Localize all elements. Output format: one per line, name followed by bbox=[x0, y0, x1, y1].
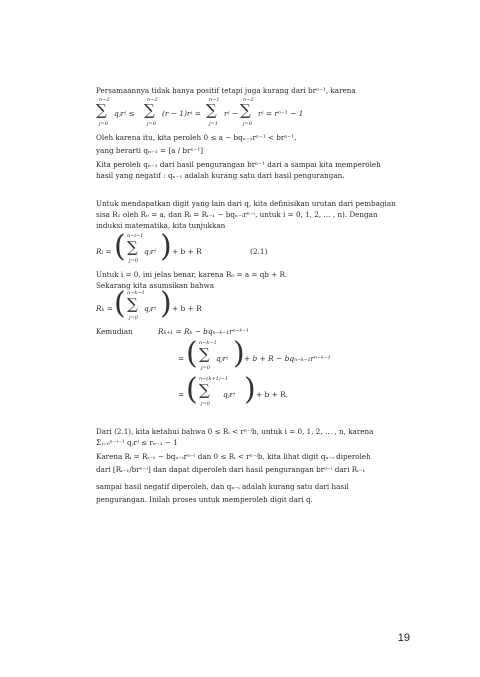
equation-term: (r − 1)rʲ = bbox=[162, 109, 201, 118]
sum-upper-limit: n−k−1 bbox=[127, 290, 145, 296]
left-paren: ( bbox=[186, 336, 198, 371]
equation-lhs: Rᵢ = bbox=[96, 247, 112, 256]
equation-term: qⱼrʲ bbox=[144, 247, 157, 256]
equals-sign: = bbox=[178, 354, 185, 363]
left-paren: ( bbox=[114, 229, 126, 264]
equation-rk1-step2 bbox=[178, 372, 378, 410]
sum-upper-limit: n−2 bbox=[243, 97, 254, 103]
equation-term: qⱼrʲ bbox=[144, 304, 157, 313]
sum-lower-limit: j=0 bbox=[129, 315, 138, 321]
sum-upper-limit: n−2 bbox=[147, 97, 158, 103]
right-paren: ) bbox=[160, 229, 172, 264]
text-line: sampai hasil negatif diperoleh, dan qₙ₋ᵢ adalah kurang satu dari hasil bbox=[96, 482, 349, 491]
sum-lower-limit: j=0 bbox=[243, 121, 252, 127]
sum-lower-limit: j=0 bbox=[129, 258, 138, 264]
equation-term: qⱼrʲ bbox=[223, 390, 236, 399]
equation-term: qⱼrʲ bbox=[216, 354, 229, 363]
sum-upper-limit: n−i−1 bbox=[127, 233, 144, 239]
equation-rhs: + b + R bbox=[172, 247, 202, 256]
sigma-symbol: ∑ bbox=[144, 101, 155, 119]
left-paren: ( bbox=[186, 372, 198, 407]
equation-sum-inequality bbox=[96, 97, 416, 131]
sigma-symbol: ∑ bbox=[206, 101, 217, 119]
equation-rk bbox=[96, 286, 296, 324]
text-line: Oleh karena itu, kita peroleh 0 ≤ a − bqₙ₋₁rⁿ⁻¹ < brⁿ⁻¹, bbox=[96, 133, 297, 142]
sigma-symbol: ∑ bbox=[240, 101, 251, 119]
text-line: Σⱼ₌₀ⁿ⁻ⁱ⁻¹ qⱼrʲ ≤ rₙ₋₁ − 1 bbox=[96, 438, 178, 447]
sum-lower-limit: j=1 bbox=[209, 121, 218, 127]
equation-lhs: Rₖ = bbox=[96, 304, 113, 313]
sigma-symbol: ∑ bbox=[199, 381, 210, 399]
text-line: hasil yang negatif : qₙ₋₁ adalah kurang satu dari hasil pengurangan. bbox=[96, 171, 345, 180]
sigma-symbol: ∑ bbox=[96, 101, 107, 119]
left-paren: ( bbox=[114, 286, 126, 321]
equation-rk1-step1 bbox=[178, 336, 438, 374]
text-line: Dari (2.1), kita ketahui bahwa 0 ≤ Rᵢ < rⁿ⁻ⁱb, untuk i = 0, 1, 2, … , n, karena bbox=[96, 427, 374, 436]
sum-lower-limit: j=0 bbox=[99, 121, 108, 127]
text-line: Kemudian bbox=[96, 327, 133, 336]
text-line: Untuk i = 0, ini jelas benar, karena R₀ = a = qb + R. bbox=[96, 270, 288, 279]
equation-rhs: + b + R − bqₙ₋ₖ₋₁rⁿ⁻ᵏ⁻¹ bbox=[244, 354, 331, 363]
equation-term: rʲ − bbox=[224, 109, 239, 118]
right-paren: ) bbox=[160, 286, 172, 321]
equation-2-1 bbox=[96, 229, 356, 267]
sum-upper-limit: n−2 bbox=[99, 97, 110, 103]
text-line: Persamaannya tidak hanya positif tetapi juga kurang dari brⁿ⁻¹, karena bbox=[96, 86, 356, 95]
sigma-symbol: ∑ bbox=[199, 345, 210, 363]
equals-sign: = bbox=[178, 390, 185, 399]
sum-lower-limit: j=0 bbox=[201, 365, 210, 371]
equation-term: qⱼrʲ ≤ bbox=[114, 109, 135, 118]
equation-rhs: + b + R. bbox=[256, 390, 289, 399]
sum-lower-limit: j=0 bbox=[147, 121, 156, 127]
right-paren: ) bbox=[233, 336, 245, 371]
equation-term: rʲ = rⁿ⁻¹ − 1 bbox=[258, 109, 304, 118]
text-line: dari [Rᵢ₋₁/brⁿ⁻ⁱ] dan dapat diperoleh dari hasil pengurangan brⁿ⁻ⁱ dari Rᵢ₋₁ bbox=[96, 465, 366, 474]
sigma-symbol: ∑ bbox=[127, 238, 138, 256]
text-line: Karena Rᵢ = Rᵢ₋₁ − bqₙ₋ᵢrⁿ⁻ⁱ dan 0 ≤ Rᵢ < rⁿ⁻ⁱb, kita lihat digit qₙ₋ᵢ diperoleh bbox=[96, 452, 371, 461]
text-line: Untuk mendapatkan digit yang lain dari q, kita definisikan urutan dari pembagian bbox=[96, 199, 396, 208]
sum-upper-limit: n−(k+1)−1 bbox=[199, 376, 229, 382]
text-line: sisa R₁ oleh R₀ = a, dan Rᵢ = Rᵢ₋₁ − bqₙ₋ᵢrⁿ⁻ⁱ, untuk i = 0, 1, 2, … , n). Dengan bbox=[96, 210, 378, 219]
text-line: induksi matematika, kita tunjukkan bbox=[96, 221, 226, 230]
equation-line: Rₖ₊₁ = Rₖ − bqₙ₋ₖ₋₁rⁿ⁻ᵏ⁻¹ bbox=[158, 327, 250, 336]
text-line: Sekarang kita asumsikan bahwa bbox=[96, 281, 215, 290]
equation-rhs: + b + R bbox=[172, 304, 202, 313]
sum-upper-limit: n−k−1 bbox=[199, 340, 217, 346]
text-line: yang berarti qₙ₋₁ = [a / brⁿ⁻¹] bbox=[96, 146, 204, 155]
page-number: 19 bbox=[397, 632, 410, 644]
sum-lower-limit: j=0 bbox=[201, 401, 210, 407]
equation-label: (2.1) bbox=[250, 247, 268, 256]
sum-upper-limit: n−1 bbox=[209, 97, 220, 103]
text-line: pengurangan. Inilah proses untuk memperoleh digit dari q. bbox=[96, 495, 313, 504]
sigma-symbol: ∑ bbox=[127, 295, 138, 313]
text-line: Kita peroleh qₙ₋₁ dari hasil pengurangan brⁿ⁻¹ dari a sampai kita memperoleh bbox=[96, 160, 381, 169]
right-paren: ) bbox=[244, 372, 256, 407]
